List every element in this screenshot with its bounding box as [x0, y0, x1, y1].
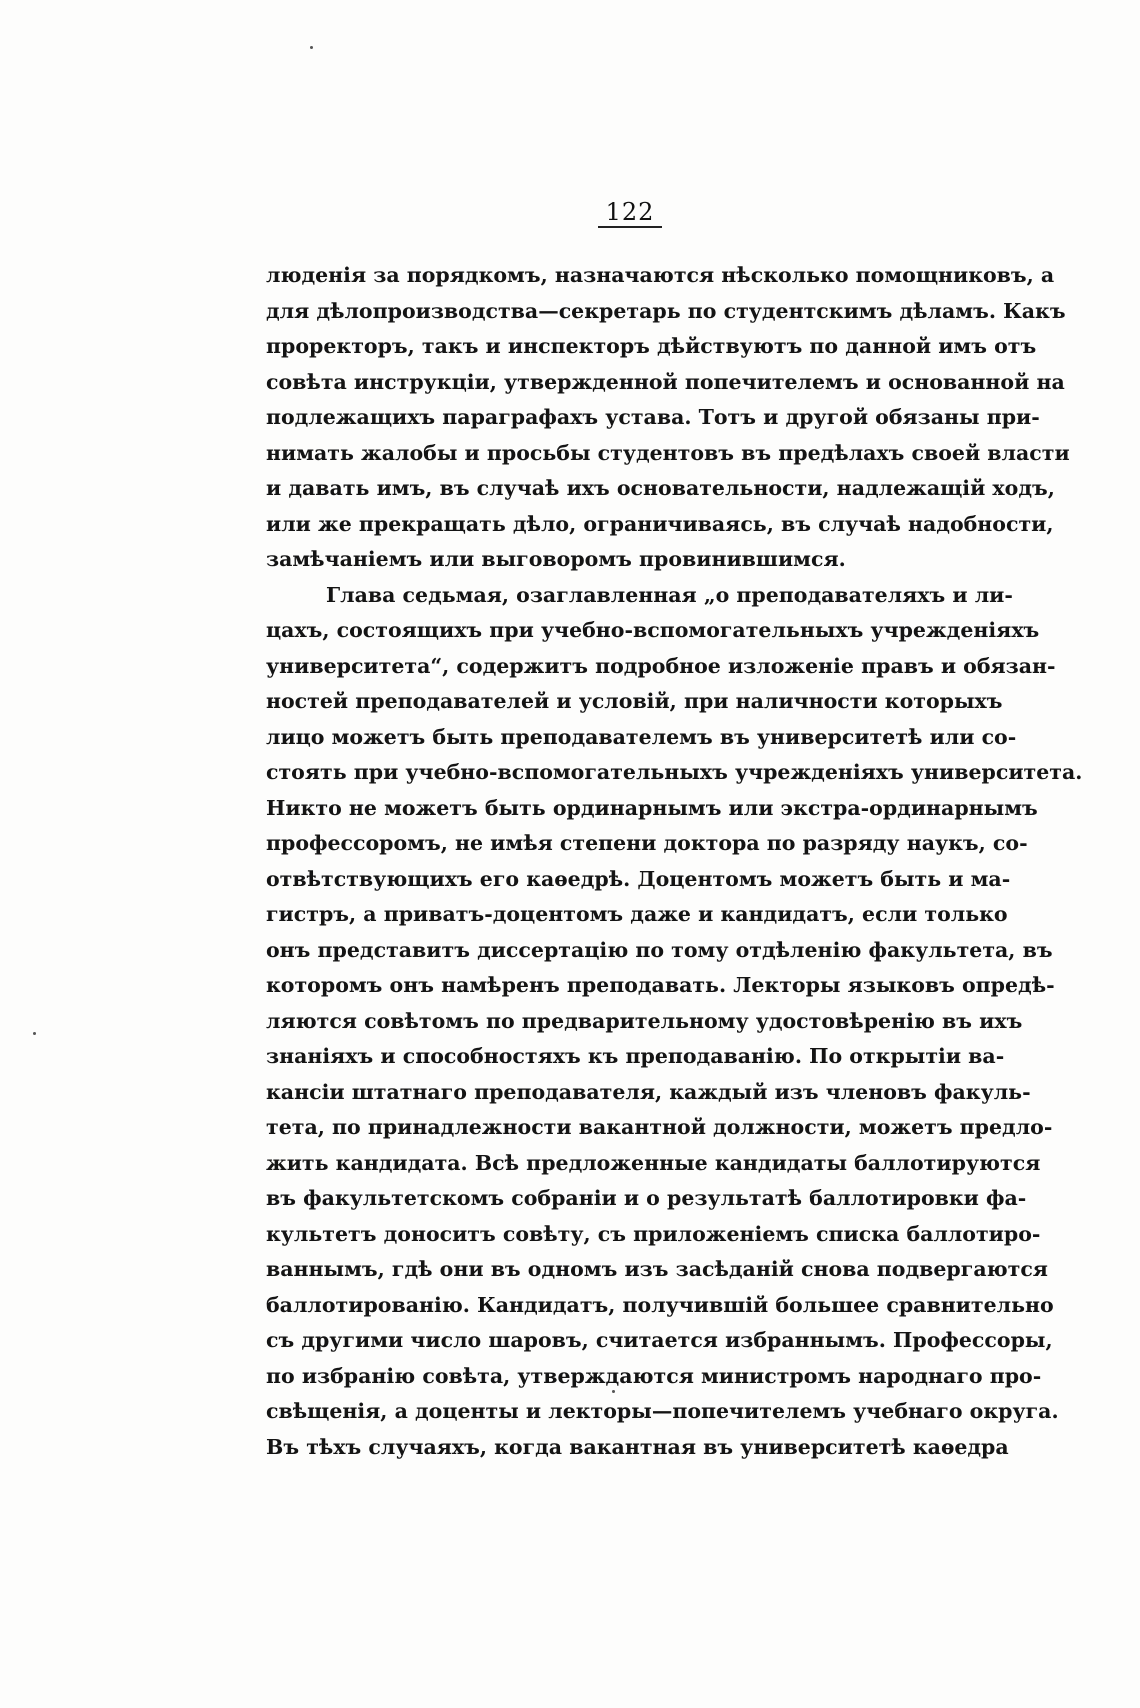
text-line: жить кандидата. Всѣ предложенные кандидаты баллотируются: [266, 1150, 1041, 1175]
text-line: тета, по принадлежности вакантной должности, можетъ предло-: [266, 1115, 1053, 1139]
text-line: въ факультетскомъ собраніи и о результатѣ баллотировки фа-: [266, 1186, 1027, 1210]
text-line: ностей преподавателей и условій, при наличности которыхъ: [266, 689, 1003, 713]
text-line: онъ представитъ диссертацію по тому отдѣленію факультета, въ: [266, 937, 1053, 962]
text-line: гистръ, а приватъ-доцентомъ даже и кандидатъ, если только: [266, 902, 1008, 926]
text-line: нимать жалобы и просьбы студентовъ въ предѣлахъ своей власти: [266, 440, 1070, 465]
text-line: замѣчаніемъ или выговоромъ провинившимся.: [266, 547, 846, 571]
text-line: и давать имъ, въ случаѣ ихъ основательности, надлежащій ходъ,: [266, 476, 1055, 500]
text-line: Никто не можетъ быть ординарнымъ или экстра-ординарнымъ: [266, 795, 1038, 820]
text-line: кансіи штатнаго преподавателя, каждый изъ членовъ факуль-: [266, 1079, 1031, 1104]
text-line: Глава седьмая, озаглавленная „о преподавателяхъ и ли-: [326, 582, 1013, 607]
scan-speck: [310, 46, 313, 49]
text-line: отвѣтствующихъ его каѳедрѣ. Доцентомъ можетъ быть и ма-: [266, 866, 1011, 891]
text-line: ваннымъ, гдѣ они въ одномъ изъ засѣданій снова подвергаются: [266, 1257, 1048, 1281]
text-line: лицо можетъ быть преподавателемъ въ университетѣ или со-: [266, 724, 1017, 749]
text-line: баллотированію. Кандидатъ, получившій большее сравнительно: [266, 1292, 1054, 1317]
text-line: по избранію совѣта, утверждаются министромъ народнаго про-: [266, 1363, 1042, 1388]
text-line: или же прекращать дѣло, ограничиваясь, въ случаѣ надобности,: [266, 511, 1054, 536]
scan-speck: [612, 1390, 615, 1393]
text-line: Въ тѣхъ случаяхъ, когда вакантная въ университетѣ каѳедра: [266, 1434, 1009, 1459]
text-line: цахъ, состоящихъ при учебно-вспомогательныхъ учрежденіяхъ: [266, 618, 1040, 642]
text-line: университета“, содержитъ подробное изложеніе правъ и обязан-: [266, 653, 1056, 678]
body-text: [266, 258, 1083, 1465]
page-number: 122: [605, 198, 655, 226]
text-line: съ другими число шаровъ, считается избраннымъ. Профессоры,: [266, 1328, 1053, 1352]
text-line: проректоръ, такъ и инспекторъ дѣйствуютъ по данной имъ отъ: [266, 334, 1037, 358]
text-line: люденія за порядкомъ, назначаются нѣсколько помощниковъ, а: [266, 263, 1055, 287]
text-line: подлежащихъ параграфахъ устава. Тотъ и другой обязаны при-: [266, 405, 1040, 429]
text-line: которомъ онъ намѣренъ преподавать. Лекторы языковъ опредѣ-: [266, 973, 1055, 997]
scan-speck: [33, 1032, 36, 1035]
text-line: культетъ доноситъ совѣту, съ приложеніемъ списка баллотиро-: [266, 1221, 1041, 1246]
text-line: стоять при учебно-вспомогательныхъ учрежденіяхъ университета.: [266, 760, 1083, 784]
text-line: знаніяхъ и способностяхъ къ преподаванію. По открытіи ва-: [266, 1044, 1005, 1068]
text-line: для дѣлопроизводства—секретарь по студентскимъ дѣламъ. Какъ: [266, 298, 1066, 323]
text-line: свѣщенія, а доценты и лекторы—попечителемъ учебнаго округа.: [266, 1399, 1059, 1423]
text-line: ляются совѣтомъ по предварительному удостовѣренію въ ихъ: [266, 1008, 1023, 1033]
text-line: совѣта инструкціи, утвержденной попечителемъ и основанной на: [266, 369, 1065, 394]
text-line: профессоромъ, не имѣя степени доктора по разряду наукъ, со-: [266, 831, 1028, 855]
page-number-rule: [598, 226, 662, 228]
